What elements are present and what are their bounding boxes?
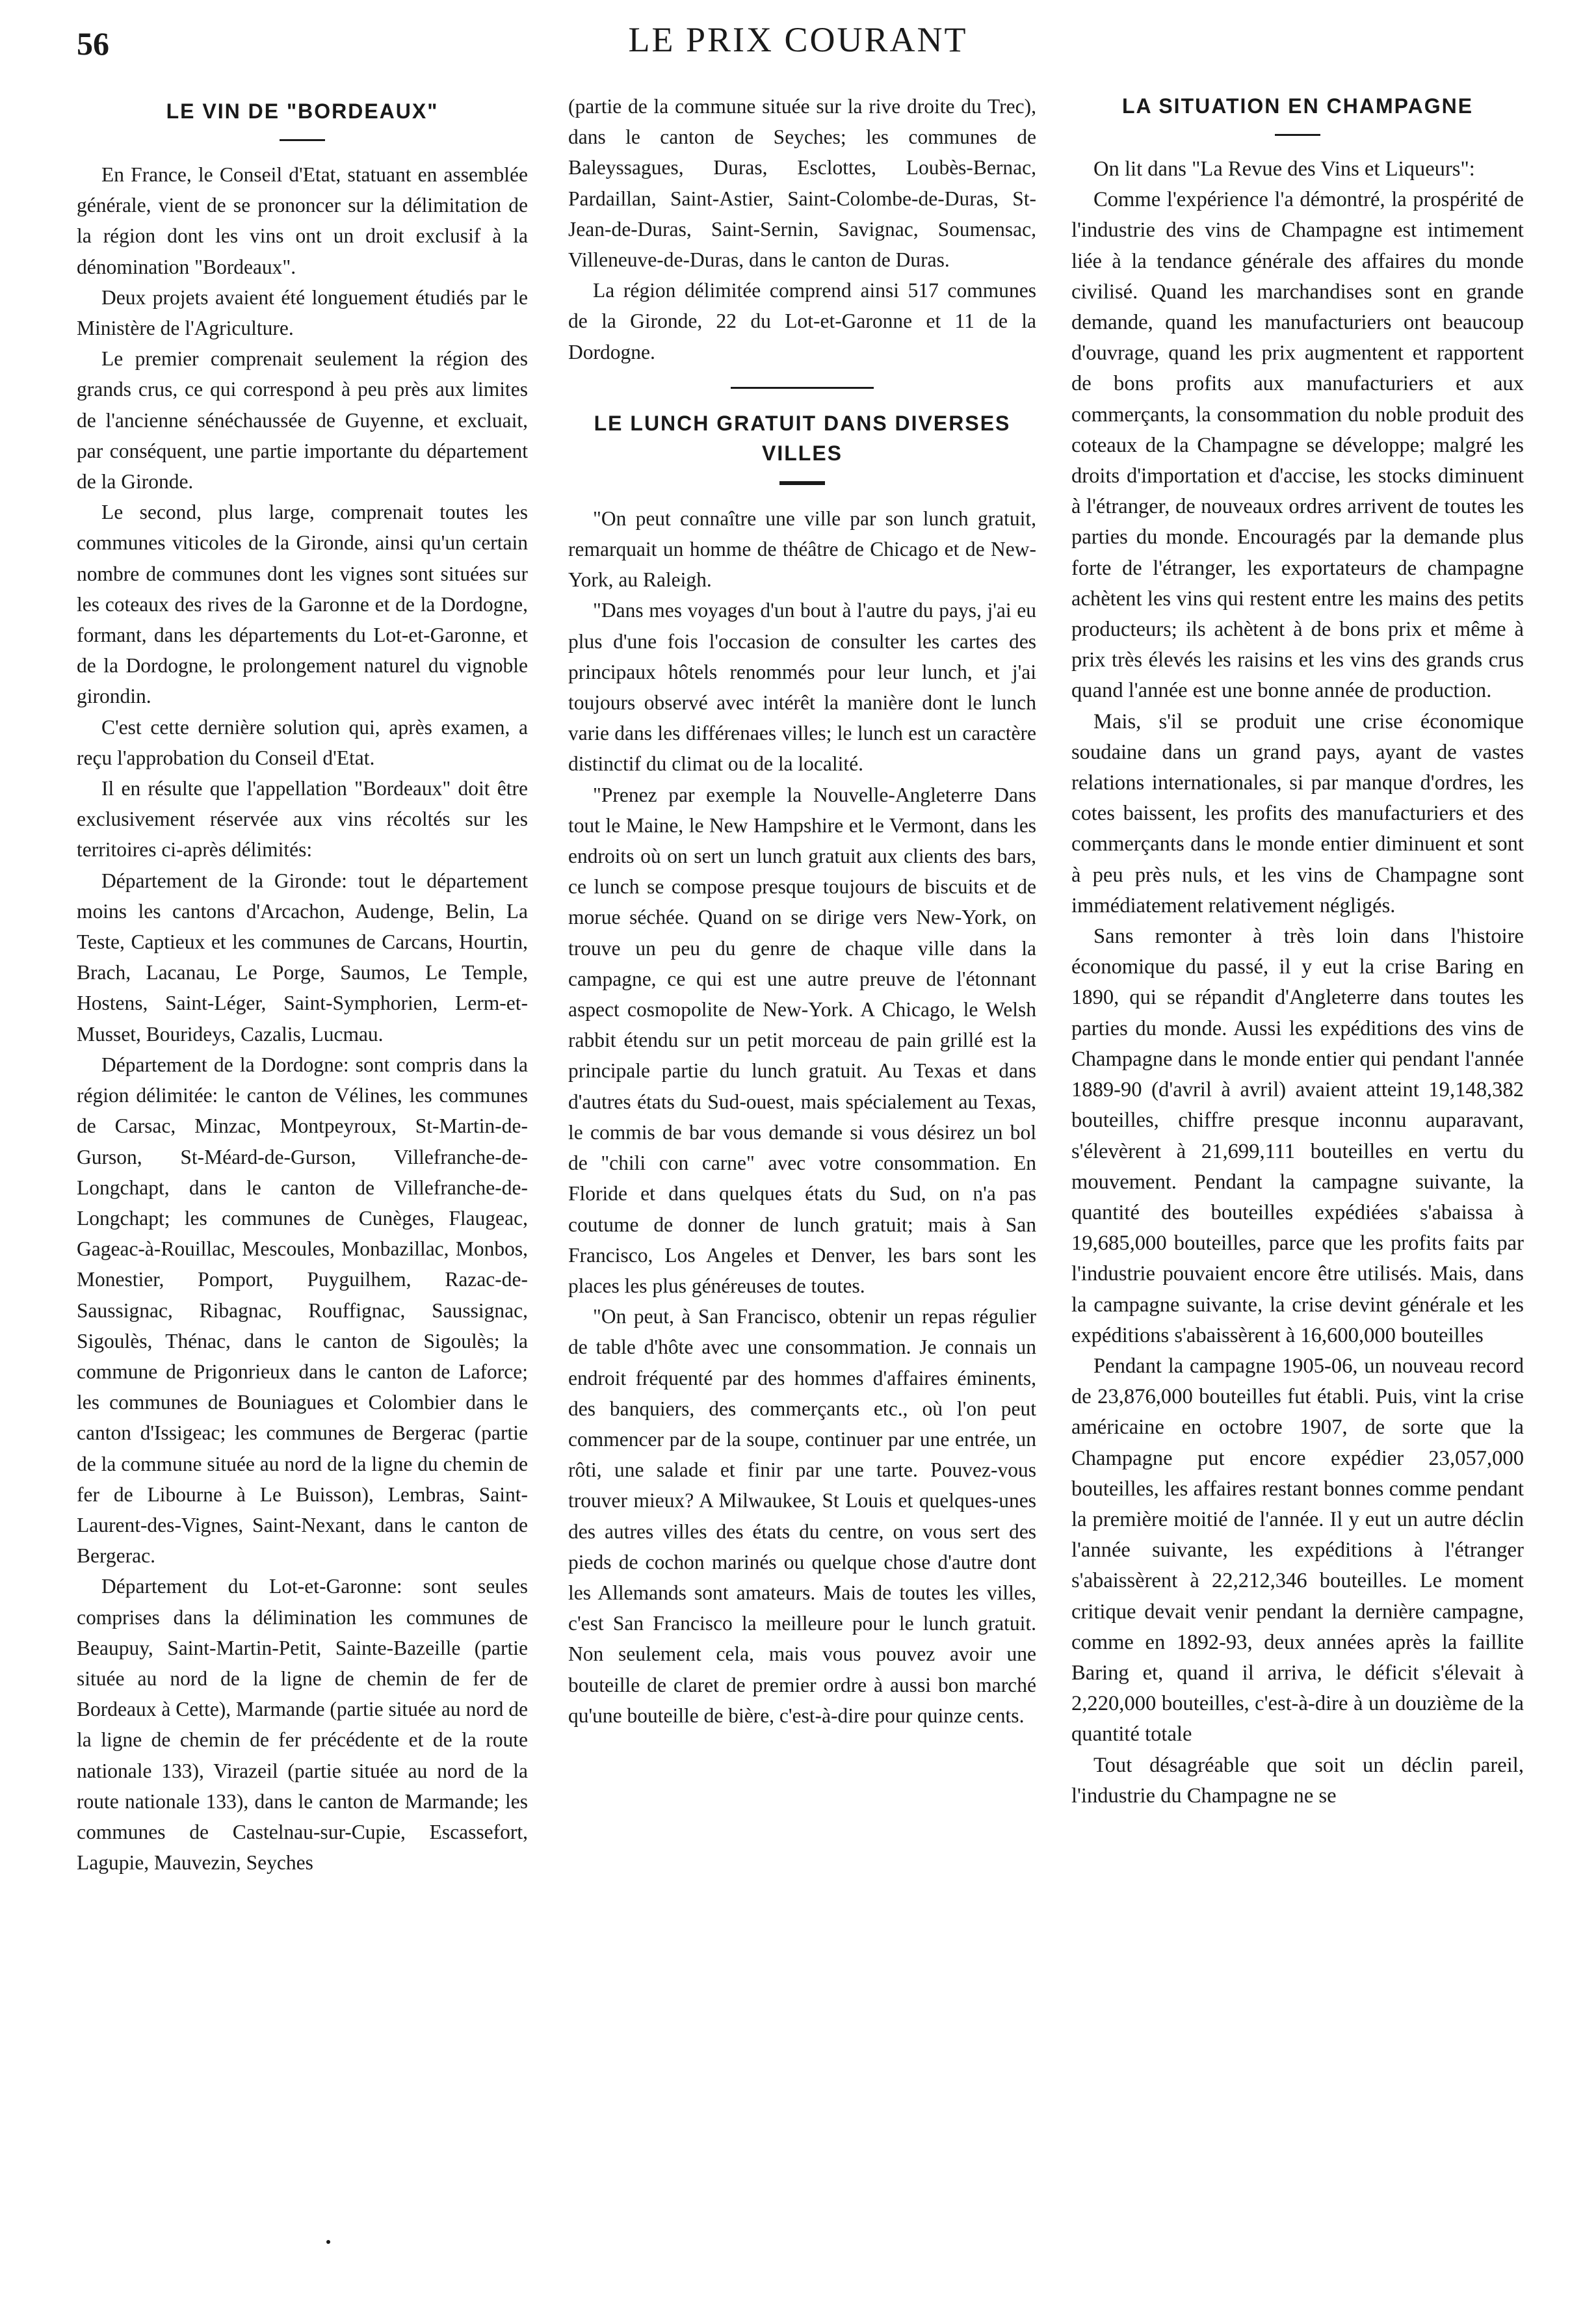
article-title-situation-champagne: LA SITUATION EN CHAMPAGNE — [1121, 94, 1474, 118]
paragraph: On lit dans "La Revue des Vins et Liqueurs": — [1093, 157, 1475, 181]
title-rule — [779, 481, 825, 485]
title-rule — [280, 139, 325, 141]
paragraph: Le second, plus large, comprenait toutes les communes viticoles de la Gironde, ainsi qu'un certain nombre de communes dont les vignes sont situées sur les coteaux des rives de la Garonne et de la Dordogne, formant, dans les départements du Lot-et-Garonne, et de la Dordogne, le prolongement naturel du vignoble girondin. — [77, 501, 528, 708]
paragraph: Département de la Dordogne: sont compris dans la région délimitée: le canton de Vélines, les communes de Carsac, Minzac, Montpeyroux, St-Martin-de-Gurson, St-Méard-de-Gurson, Villefranche-de-Longchapt, dans le canton de Villefranche-de-Longchapt; les communes de Cunèges, Flaugeac, Gageac-à-Rouillac, Mescoules, Monbazillac, Monbos, Monestier, Pomport, Puyguilhem, Razac-de-Saussignac, Ribagnac, Rouffignac, Saussignac, Sigoulès, Thénac, dans le canton de Sigoulès; la commune de Prigonrieux dans le canton de Laforce; les communes de Bouniagues et Colombier dans le canton d'Issigeac; les communes de Bergerac (partie de la commune située au nord de la ligne du chemin de fer de Libourne à Le Buisson), Lembras, Saint-Laurent-des-Vignes, Saint-Nexant, dans le canton de Bergerac. — [77, 1053, 528, 1568]
masthead-title: LE PRIX COURANT — [628, 20, 968, 59]
paragraph: Il en résulte que l'appellation "Bordeaux" doit être exclusivement réservée aux vins récoltés sur les territoires ci-après délimités: — [77, 777, 528, 862]
paragraph: C'est cette dernière solution qui, après examen, a reçu l'approbation du Conseil d'Etat. — [77, 715, 528, 769]
page-mark-dot — [326, 2240, 330, 2244]
paragraph: "On peut connaître une ville par son lunch gratuit, remarquait un homme de théâtre de Chicago et de New-York, au Raleigh. — [568, 507, 1036, 592]
article-title-lunch-gratuit: LE LUNCH GRATUIT DANS DIVERSES VILLES — [594, 411, 1011, 465]
page-number: 56 — [77, 25, 109, 62]
paragraph: Deux projets avaient été longuement étudiés par le Ministère de l'Agriculture. — [77, 285, 528, 340]
paragraph: Département de la Gironde: tout le département moins les cantons d'Arcachon, Audenge, Belin, La Teste, Captieux et les communes de Carcans, Hourtin, Brach, Lacanau, Le Porge, Saumos, Le Temple, Hostens, Saint-Léger, Saint-Symphorien, Lerm-et-Musset, Bourideys, Cazalis, Lucmau. — [77, 869, 528, 1046]
paragraph: Mais, s'il se produit une crise économique soudaine dans un grand pays, ayant de vastes relations internationales, si par manque d'ordres, les cotes baissent, les profits des manufacturiers et des commerçants dans le monde entier diminuent et sont à peu près nuls, et les vins de Champagne sont immédiatement relativement négligés. — [1071, 709, 1524, 917]
column-3 — [1071, 91, 1524, 1811]
article-title-vin-de-bordeaux: LE VIN DE "BORDEAUX" — [166, 99, 439, 123]
paragraph: Le premier comprenait seulement la région des grands crus, ce qui correspond à peu près aux limites de l'ancienne sénéchaussée de Guyenne, et excluait, par conséquent, une partie importante du département de la Gironde. — [77, 347, 528, 494]
column-2 — [568, 91, 1036, 1731]
title-rule — [1275, 134, 1320, 136]
section-rule — [731, 387, 874, 389]
paragraph: Pendant la campagne 1905-06, un nouveau record de 23,876,000 bouteilles fut établi. Puis, vint la crise américaine en octobre 1907, de sorte que la Champagne put encore expédier 23,057,000 bouteilles, les affaires restant bonnes comme pendant la première moitié de l'année. Il y eut un autre déclin l'année suivante, les expéditions à l'étranger s'abaissèrent à 22,212,346 bouteilles. Le moment critique devait venir pendant la dernière campagne, comme en 1892-93, deux années après la faillite Baring et, quand il arriva, le déficit s'élevait à 2,220,000 bouteilles, c'est-à-dire à un douzième de la quantité totale — [1071, 1354, 1524, 1746]
paragraph: "Dans mes voyages d'un bout à l'autre du pays, j'ai eu plus d'une fois l'occasion de consulter les cartes des principaux hôtels renommés pour leur lunch, et j'ai toujours observé avec intérêt la manière dont le lunch varie dans les différenaes villes; le lunch est un caractère distinctif du climat ou de la localité. — [568, 599, 1036, 776]
paragraph: Département du Lot-et-Garonne: sont seules comprises dans la délimination les communes de Beaupuy, Saint-Martin-Petit, Sainte-Bazeille (partie située au nord de la ligne de chemin de fer de Bordeaux à Cette), Marmande (partie située au nord de la ligne de chemin de fer précédente et de la route nationale 133), Virazeil (partie située au nord de la route nationale 133), dans le canton de Marmande; les communes de Castelnau-sur-Cupie, Escassefort, Lagupie, Mauvezin, Seyches — [77, 1575, 528, 1875]
paragraph: "Prenez par exemple la Nouvelle-Angleterre Dans tout le Maine, le New Hampshire et le Vermont, dans les endroits où on sert un lunch gratuit aux clients des bars, ce lunch se compose presque toujours de biscuits et de morue séchée. Quand on se dirige vers New-York, on trouve un peu du genre de chaque ville dans la campagne, ce qui est une autre preuve de l'étonnant aspect cosmopolite de New-York. A Chicago, le Welsh rabbit étendu sur un petit morceau de pain grillé est la principale partie du lunch gratuit. Au Texas et dans d'autres états du Sud-ouest, mais spécialement au Texas, le commis de bar vous demande si vous désirez un bol de "chili con carne" avec votre consommation. En Floride et dans quelques états du Sud, on n'a pas coutume de donner de lunch gratuit; mais à San Francisco, Los Angeles et Denver, les bars sont les places les plus généreuses de toutes. — [568, 783, 1036, 1297]
paragraph: Comme l'expérience l'a démontré, la prospérité de l'industrie des vins de Champagne est intimement liée à la tendance générale des affaires du monde civilisé. Quand les marchandises sont en grande demande, quand les manufacturiers ont beaucoup d'ouvrage, quand les prix augmentent et rapportent de bons profits aux manufacturiers et aux commerçants, la consommation du noble produit des coteaux de la Champagne se développe; malgré les droits d'importation et d'accise, les stocks diminuent à l'étranger, de nouveaux ordres arrivent de toutes les parties du monde. Encouragés par la demande plus forte de l'étranger, les exportateurs de champagne achètent les vins qui restent entre les mains des petits producteurs; ils achètent à de bons prix et même à prix très élevés les raisins et les vins des grands crus quand l'année est une bonne année de production. — [1071, 188, 1524, 703]
paragraph: Tout désagréable que soit un déclin pareil, l'industrie du Champagne ne se — [1071, 1753, 1524, 1808]
paragraph: "On peut, à San Francisco, obtenir un repas régulier de table d'hôte avec une consommation. Je connais un endroit fréquenté par des hommes d'affaires éminents, des banquiers, des commerçants etc., où l'on peut commencer par de la soupe, continuer par une entrée, un rôti, une salade et finir par une tarte. Pouvez-vous trouver mieux? A Milwaukee, St Louis et quelques-unes des autres villes des états du centre, on vous sert des pieds de cochon marinés ou quelque chose d'autre dont les Allemands sont amateurs. Mais de toutes les villes, c'est San Francisco la meilleure pour le lunch gratuit. Non seulement cela, mais vous pouvez avoir une bouteille de claret de premier ordre à aussi bon marché qu'une bouteille de bière, c'est-à-dire pour quinze cents. — [568, 1305, 1036, 1727]
paragraph: La région délimitée comprend ainsi 517 communes de la Gironde, 22 du Lot-et-Garonne et 11 de la Dordogne. — [568, 279, 1036, 363]
paragraph: Sans remonter à très loin dans l'histoire économique du passé, il y eut la crise Baring en 1890, qui se répandit d'Angleterre dans toutes les parties du monde. Aussi les expéditions des vins de Champagne dans le monde entier qui pendant l'année 1889-90 (d'avril à avril) avaient atteint 19,148,382 bouteilles, chiffre presque inconnu auparavant, s'élevèrent à 21,699,111 bouteilles en vertu du mouvement. Pendant la campagne suivante, la quantité des bouteilles expédiées s'abaissa à 19,685,000 bouteilles, parce que les profits faits par l'industrie pouvaient encore être utilisés. Mais, dans la campagne suivante, la crise devint générale et les expéditions s'abaissèrent à 16,600,000 bouteilles — [1071, 925, 1524, 1347]
paragraph: En France, le Conseil d'Etat, statuant en assemblée générale, vient de se prononcer sur la délimitation de la région dont les vins ont un droit exclusif à la dénomination "Bordeaux". — [77, 163, 528, 278]
paragraph-continued: (partie de la commune située sur la rive droite du Trec), dans le canton de Seyches; les communes de Baleyssagues, Duras, Esclottes, Loubès-Bernac, Pardaillan, Saint-Astier, Saint-Colombe-de-Duras, St-Jean-de-Duras, Saint-Sernin, Savignac, Soumensac, Villeneuve-de-Duras, dans le canton de Duras. — [568, 95, 1036, 272]
column-1 — [77, 91, 528, 1878]
